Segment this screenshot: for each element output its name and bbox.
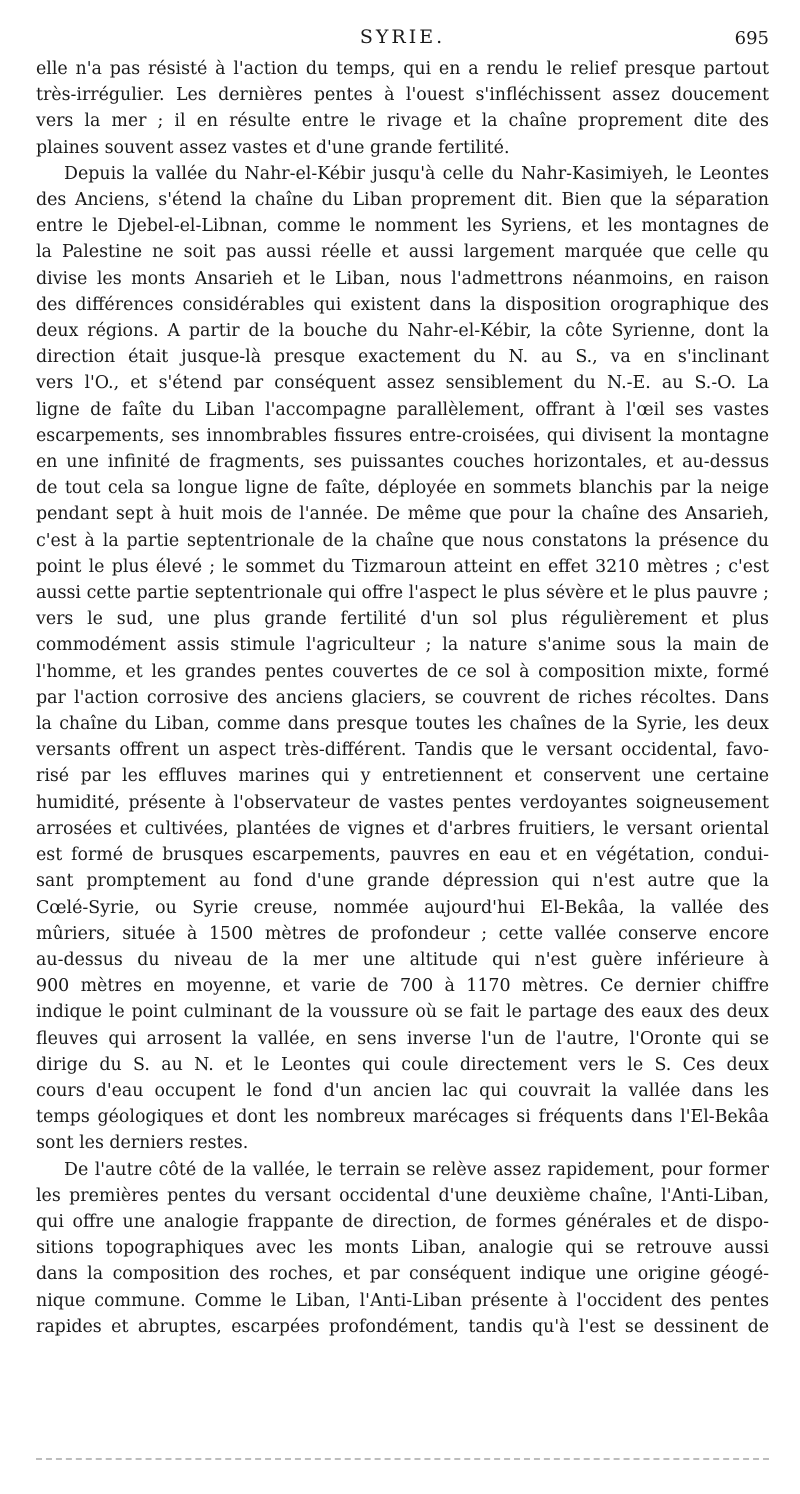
text-line: divise les monts Ansarieh et le Liban, nous l'admettrons néanmoins, en raison: [36, 268, 769, 289]
text-line: versants offrent un aspect très-différent. Tandis que le versant occidental, favo-: [36, 740, 769, 761]
running-header: [36, 20, 769, 56]
text-line: elle n'a pas résisté à l'action du temps, qui en a rendu le relief presque partout: [36, 59, 769, 79]
text-line: nique commune. Comme le Liban, l'Anti-Liban présente à l'occident des pentes: [36, 1290, 769, 1311]
text-line: escarpements, ses innombrables fissures entre-croisées, qui divisent la montagne: [36, 425, 769, 446]
text-line: des Anciens, s'étend la chaîne du Liban proprement dit. Bien que la séparation: [36, 190, 769, 211]
text-line: par l'action corrosive des anciens glaciers, se couvrent de riches récoltes. Dans: [36, 687, 769, 708]
text-line: indique le point culminant de la voussure où se fait le partage des eaux des deux: [36, 1002, 769, 1023]
text-line: des différences considérables qui existent dans la disposition orographique des: [36, 294, 769, 315]
text-line: de tout cela sa longue ligne de faîte, déployée en sommets blanchis par la neige: [36, 478, 769, 499]
text-line: commodément assis stimule l'agriculteur ; la nature s'anime sous la main de: [36, 635, 769, 656]
paragraph: [36, 56, 769, 161]
text-line: plaines souvent assez vastes et d'une grande fertilité.: [36, 137, 510, 158]
footer-rule: [36, 1458, 769, 1460]
page: [36, 20, 769, 1340]
text-line: arrosées et cultivées, plantées de vignes et d'arbres fruitiers, le versant oriental: [36, 818, 769, 839]
page-number: 695: [734, 28, 769, 49]
text-line: point le plus élevé ; le sommet du Tizmaroun atteint en effet 3210 mètres ; c'est: [36, 556, 769, 577]
paragraph: [36, 161, 769, 1157]
text-line: mûriers, située à 1500 mètres de profondeur ; cette vallée conserve encore: [36, 923, 769, 944]
text-line: vers la mer ; il en résulte entre le rivage et la chaîne proprement dite des: [36, 111, 769, 132]
text-line: en une infinité de fragments, ses puissantes couches horizontales, et au-dessus: [36, 452, 769, 473]
text-line: cours d'eau occupent le fond d'un ancien lac qui couvrait la vallée dans les: [36, 1080, 769, 1101]
text-line: vers le sud, une plus grande fertilité d'un sol plus régulièrement et plus: [36, 609, 769, 630]
text-line: De l'autre côté de la vallée, le terrain se relève assez rapidement, pour former: [64, 1159, 769, 1180]
text-line: direction était jusque-là presque exactement du N. au S., va en s'inclinant: [36, 347, 769, 368]
text-line: Depuis la vallée du Nahr-el-Kébir jusqu'à celle du Nahr-Kasimiyeh, le Leontes: [64, 163, 769, 184]
text-line: 900 mètres en moyenne, et varie de 700 à 1170 mètres. Ce dernier chiffre: [36, 976, 769, 997]
text-line: l'homme, et les grandes pentes couvertes de ce sol à composition mixte, formé: [36, 661, 769, 682]
text-line: vers l'O., et s'étend par conséquent assez sensiblement du N.-E. au S.-O. La: [36, 373, 769, 394]
text-line: Cœlé-Syrie, ou Syrie creuse, nommée aujourd'hui El-Bekâa, la vallée des: [36, 897, 769, 918]
text-line: rapides et abruptes, escarpées profondément, tandis qu'à l'est se dessinent de: [36, 1316, 769, 1337]
text-line: qui offre une analogie frappante de direction, de formes générales et de dispo-: [36, 1211, 769, 1232]
text-line: ligne de faîte du Liban l'accompagne parallèlement, offrant à l'œil ses vastes: [36, 399, 769, 420]
text-line: dirige du S. au N. et le Leontes qui coule directement vers le S. Ces deux: [36, 1054, 769, 1075]
paragraph: [36, 1157, 769, 1340]
text-line: risé par les effluves marines qui y entretiennent et conservent une certaine: [36, 766, 769, 787]
text-line: très-irrégulier. Les dernières pentes à l'ouest s'infléchissent assez doucement: [36, 85, 769, 106]
text-line: sont les derniers restes.: [36, 1133, 249, 1154]
text-line: pendant sept à huit mois de l'année. De même que pour la chaîne des Ansarieh,: [36, 504, 769, 525]
text-line: temps géologiques et dont les nombreux marécages si fréquents dans l'El-Bekâa: [36, 1107, 769, 1128]
text-line: entre le Djebel-el-Libnan, comme le nomment les Syriens, et les montagnes de: [36, 216, 769, 237]
text-line: la Palestine ne soit pas aussi réelle et aussi largement marquée que celle qu: [36, 242, 769, 263]
text-line: c'est à la partie septentrionale de la chaîne que nous constatons la présence du: [36, 530, 769, 551]
text-line: sant promptement au fond d'une grande dépression qui n'est autre que la: [36, 871, 769, 892]
text-line: aussi cette partie septentrionale qui offre l'aspect le plus sévère et le plus pauvre ;: [36, 583, 769, 604]
text-line: la chaîne du Liban, comme dans presque toutes les chaînes de la Syrie, les deux: [36, 714, 769, 735]
text-line: les premières pentes du versant occidental d'une deuxième chaîne, l'Anti-Liban,: [36, 1185, 769, 1206]
text-line: sitions topographiques avec les monts Liban, analogie qui se retrouve aussi: [36, 1238, 769, 1259]
text-line: dans la composition des roches, et par conséquent indique une origine géogé-: [36, 1264, 769, 1285]
header-title: SYRIE.: [359, 26, 446, 48]
text-line: humidité, présente à l'observateur de vastes pentes verdoyantes soigneusement: [36, 792, 769, 813]
text-line: fleuves qui arrosent la vallée, en sens inverse l'un de l'autre, l'Oronte qui se: [36, 1028, 769, 1049]
text-line: est formé de brusques escarpements, pauvres en eau et en végétation, condui-: [36, 845, 769, 866]
text-line: deux régions. A partir de la bouche du Nahr-el-Kébir, la côte Syrienne, dont la: [36, 321, 769, 342]
body-text: [36, 56, 769, 1340]
text-line: au-dessus du niveau de la mer une altitude qui n'est guère inférieure à: [36, 949, 769, 970]
